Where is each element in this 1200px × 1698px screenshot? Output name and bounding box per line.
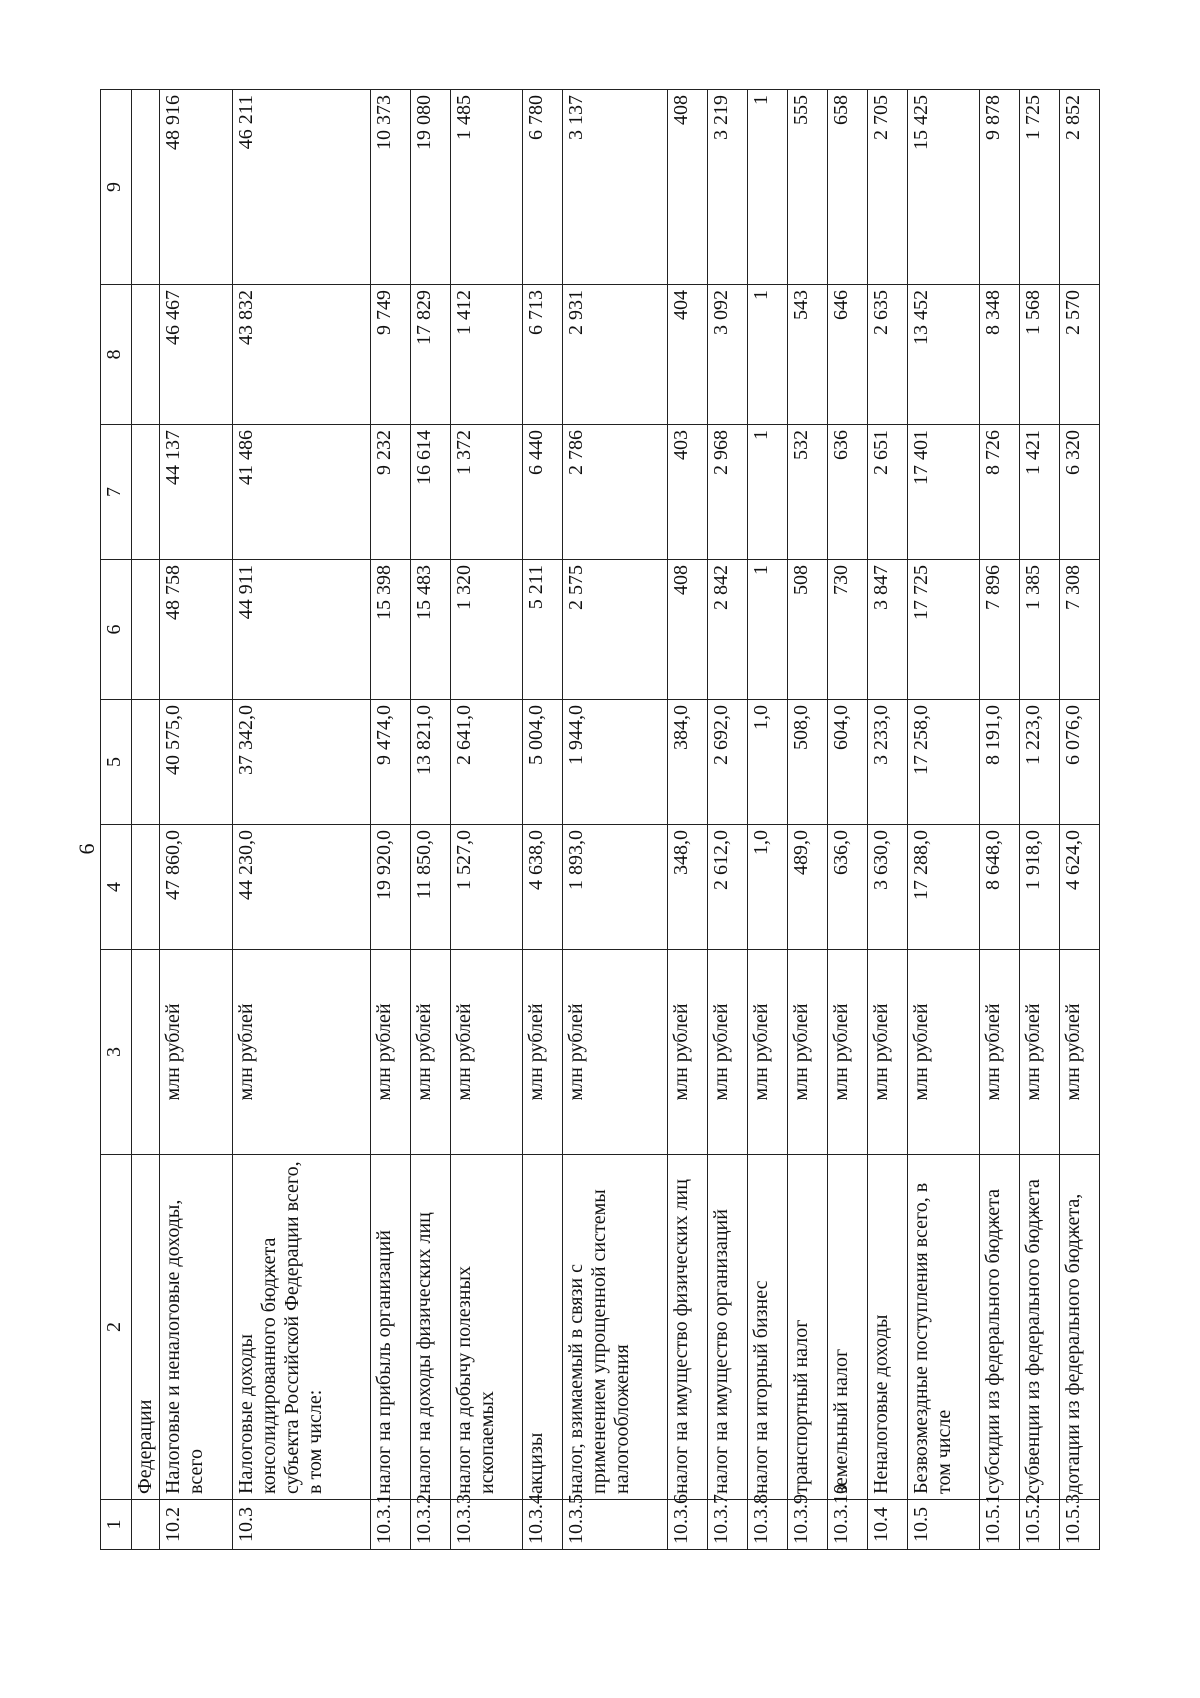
value-cell: 41 486 (232, 425, 370, 560)
table-cell (132, 425, 160, 560)
row-name: субсидии из федерального бюджета (980, 1155, 1020, 1500)
value-cell: 543 (788, 285, 828, 425)
value-cell: 646 (827, 285, 867, 425)
value-cell: 1 412 (450, 285, 523, 425)
value-cell: 636 (827, 425, 867, 560)
row-name: транспортный налог (788, 1155, 828, 1500)
value-cell: 408 (668, 560, 708, 700)
row-name: земельный налог (827, 1155, 867, 1500)
value-cell: 2 852 (1060, 90, 1100, 285)
column-header: 9 (101, 90, 132, 285)
row-number: 10.2 (160, 1500, 233, 1550)
value-cell: 2 612,0 (708, 825, 748, 950)
value-cell: 7 308 (1060, 560, 1100, 700)
value-cell: 9 232 (370, 425, 410, 560)
value-cell: 6 780 (523, 90, 563, 285)
row-unit: млн рублей (827, 950, 867, 1155)
row-name: налог на имущество физических лиц (668, 1155, 708, 1500)
row-number: 10.5.2 (1020, 1500, 1060, 1550)
row-unit: млн рублей (232, 950, 370, 1155)
value-cell: 46 211 (232, 90, 370, 285)
table-row (370, 90, 410, 1550)
page-number: 6 (74, 843, 99, 855)
value-cell: 17 258,0 (907, 700, 980, 825)
value-cell: 10 373 (370, 90, 410, 285)
row-name: Безвозмездные поступления всего, в том числе (907, 1155, 980, 1500)
value-cell: 47 860,0 (160, 825, 233, 950)
value-cell: 2 931 (563, 285, 668, 425)
table-cell (132, 950, 160, 1155)
column-header: 1 (101, 1500, 132, 1550)
value-cell: 3 847 (867, 560, 907, 700)
table-row (1060, 90, 1100, 1550)
value-cell: 555 (788, 90, 828, 285)
value-cell: 1 (748, 425, 788, 560)
column-header: 8 (101, 285, 132, 425)
value-cell: 5 211 (523, 560, 563, 700)
row-number: 10.3.5 (563, 1500, 668, 1550)
value-cell: 44 911 (232, 560, 370, 700)
value-cell: 489,0 (788, 825, 828, 950)
value-cell: 2 570 (1060, 285, 1100, 425)
column-header: 6 (101, 560, 132, 700)
value-cell: 48 916 (160, 90, 233, 285)
value-cell: 508,0 (788, 700, 828, 825)
value-cell: 2 692,0 (708, 700, 748, 825)
row-unit: млн рублей (370, 950, 410, 1155)
value-cell: 3 219 (708, 90, 748, 285)
value-cell: 2 641,0 (450, 700, 523, 825)
table-row (1020, 90, 1060, 1550)
table-row (410, 90, 450, 1550)
value-cell: 1,0 (748, 700, 788, 825)
value-cell: 730 (827, 560, 867, 700)
value-cell: 1 320 (450, 560, 523, 700)
table-cell (132, 700, 160, 825)
value-cell: 6 076,0 (1060, 700, 1100, 825)
value-cell: 1 568 (1020, 285, 1060, 425)
value-cell: 3 137 (563, 90, 668, 285)
row-name: налог на имущество организаций (708, 1155, 748, 1500)
table-row (827, 90, 867, 1550)
value-cell: 15 483 (410, 560, 450, 700)
row-unit: млн рублей (867, 950, 907, 1155)
value-cell: 404 (668, 285, 708, 425)
table-row (232, 90, 370, 1550)
row-number: 10.3.9 (788, 1500, 828, 1550)
table-row (450, 90, 523, 1550)
row-number: 10.3.3 (450, 1500, 523, 1550)
row-unit: млн рублей (410, 950, 450, 1155)
row-number: 10.3.10 (827, 1500, 867, 1550)
table-row (748, 90, 788, 1550)
value-cell: 1 725 (1020, 90, 1060, 285)
table-row (788, 90, 828, 1550)
value-cell: 9 749 (370, 285, 410, 425)
value-cell: 4 624,0 (1060, 825, 1100, 950)
value-cell: 8 726 (980, 425, 1020, 560)
row-name: Налоговые и неналоговые доходы, всего (160, 1155, 233, 1500)
column-header: 3 (101, 950, 132, 1155)
row-unit: млн рублей (708, 950, 748, 1155)
value-cell: 4 638,0 (523, 825, 563, 950)
value-cell: 532 (788, 425, 828, 560)
row-unit: млн рублей (450, 950, 523, 1155)
value-cell: 17 829 (410, 285, 450, 425)
value-cell: 13 452 (907, 285, 980, 425)
value-cell: 408 (668, 90, 708, 285)
row-unit: млн рублей (668, 950, 708, 1155)
row-unit: млн рублей (1020, 950, 1060, 1155)
row-number: 10.5 (907, 1500, 980, 1550)
value-cell: 17 725 (907, 560, 980, 700)
value-cell: 658 (827, 90, 867, 285)
row-name: налог на игорный бизнес (748, 1155, 788, 1500)
value-cell: 1 527,0 (450, 825, 523, 950)
table-cell (132, 90, 160, 285)
value-cell: 1 223,0 (1020, 700, 1060, 825)
row-number: 10.3.8 (748, 1500, 788, 1550)
row-number: 10.3 (232, 1500, 370, 1550)
row-number: 10.3.2 (410, 1500, 450, 1550)
column-header: 7 (101, 425, 132, 560)
value-cell: 3 630,0 (867, 825, 907, 950)
row-name: Неналоговые доходы (867, 1155, 907, 1500)
value-cell: 1 (748, 560, 788, 700)
row-number: 10.3.4 (523, 1500, 563, 1550)
row-number: 10.5.1 (980, 1500, 1020, 1550)
value-cell: 44 137 (160, 425, 233, 560)
value-cell: 2 651 (867, 425, 907, 560)
value-cell: 8 348 (980, 285, 1020, 425)
row-unit: млн рублей (523, 950, 563, 1155)
value-cell: 7 896 (980, 560, 1020, 700)
data-table (100, 89, 1100, 1550)
value-cell: 1 893,0 (563, 825, 668, 950)
row-name: налог на доходы физических лиц (410, 1155, 450, 1500)
value-cell: 2 575 (563, 560, 668, 700)
value-cell: 17 401 (907, 425, 980, 560)
value-cell: 1 385 (1020, 560, 1060, 700)
row-name: субвенции из федерального бюджета (1020, 1155, 1060, 1500)
rotated-table-wrapper (100, 90, 1100, 1550)
table-row (708, 90, 748, 1550)
value-cell: 384,0 (668, 700, 708, 825)
value-cell: 508 (788, 560, 828, 700)
value-cell: 9 878 (980, 90, 1020, 285)
table-body (101, 90, 1100, 1550)
value-cell: 15 398 (370, 560, 410, 700)
value-cell: 44 230,0 (232, 825, 370, 950)
value-cell: 17 288,0 (907, 825, 980, 950)
row-unit: млн рублей (907, 950, 980, 1155)
value-cell: 13 821,0 (410, 700, 450, 825)
value-cell: 1 (748, 285, 788, 425)
value-cell: 19 920,0 (370, 825, 410, 950)
value-cell: 8 191,0 (980, 700, 1020, 825)
value-cell: 48 758 (160, 560, 233, 700)
table-row (907, 90, 980, 1550)
table-row (160, 90, 233, 1550)
row-name: налог на прибыль организаций (370, 1155, 410, 1500)
value-cell: 2 842 (708, 560, 748, 700)
value-cell: 1 (748, 90, 788, 285)
value-cell: 2 786 (563, 425, 668, 560)
value-cell: 15 425 (907, 90, 980, 285)
row-number: 10.5.3 (1060, 1500, 1100, 1550)
header-row (101, 90, 132, 1550)
value-cell: 3 092 (708, 285, 748, 425)
value-cell: 6 713 (523, 285, 563, 425)
value-cell: 5 004,0 (523, 700, 563, 825)
value-cell: 604,0 (827, 700, 867, 825)
row-unit: млн рублей (980, 950, 1020, 1155)
table-row (523, 90, 563, 1550)
row-name: налог на добычу полезных ископаемых (450, 1155, 523, 1500)
row-unit: млн рублей (160, 950, 233, 1155)
value-cell: 6 440 (523, 425, 563, 560)
row-unit: млн рублей (563, 950, 668, 1155)
table-cell (132, 825, 160, 950)
table-row (563, 90, 668, 1550)
table-row (980, 90, 1020, 1550)
value-cell: 1 944,0 (563, 700, 668, 825)
value-cell: 37 342,0 (232, 700, 370, 825)
value-cell: 2 635 (867, 285, 907, 425)
table-cell (132, 285, 160, 425)
value-cell: 6 320 (1060, 425, 1100, 560)
row-unit: млн рублей (748, 950, 788, 1155)
value-cell: 16 614 (410, 425, 450, 560)
value-cell: 1 918,0 (1020, 825, 1060, 950)
column-header: 4 (101, 825, 132, 950)
value-cell: 1,0 (748, 825, 788, 950)
value-cell: 1 421 (1020, 425, 1060, 560)
value-cell: 11 850,0 (410, 825, 450, 950)
value-cell: 1 372 (450, 425, 523, 560)
column-header: 2 (101, 1155, 132, 1500)
value-cell: 348,0 (668, 825, 708, 950)
continuation-row (132, 90, 160, 1550)
row-name: налог, взимаемый в связи с применением упрощенной системы налогообложения (563, 1155, 668, 1500)
row-number: 10.3.7 (708, 1500, 748, 1550)
row-unit: млн рублей (788, 950, 828, 1155)
continuation-label: Федерации (132, 1155, 160, 1500)
table-cell (132, 560, 160, 700)
value-cell: 8 648,0 (980, 825, 1020, 950)
value-cell: 43 832 (232, 285, 370, 425)
value-cell: 1 485 (450, 90, 523, 285)
value-cell: 40 575,0 (160, 700, 233, 825)
row-number: 10.4 (867, 1500, 907, 1550)
table-cell (132, 1500, 160, 1550)
row-number: 10.3.1 (370, 1500, 410, 1550)
value-cell: 3 233,0 (867, 700, 907, 825)
row-name: акцизы (523, 1155, 563, 1500)
row-name: дотации из федерального бюджета, (1060, 1155, 1100, 1500)
value-cell: 2 968 (708, 425, 748, 560)
table-row (668, 90, 708, 1550)
column-header: 5 (101, 700, 132, 825)
value-cell: 46 467 (160, 285, 233, 425)
row-name: Налоговые доходы консолидированного бюджета субъекта Российской Федерации всего, в том числе: (232, 1155, 370, 1500)
value-cell: 636,0 (827, 825, 867, 950)
value-cell: 403 (668, 425, 708, 560)
value-cell: 2 705 (867, 90, 907, 285)
row-unit: млн рублей (1060, 950, 1100, 1155)
table-row (867, 90, 907, 1550)
value-cell: 19 080 (410, 90, 450, 285)
row-number: 10.3.6 (668, 1500, 708, 1550)
value-cell: 9 474,0 (370, 700, 410, 825)
